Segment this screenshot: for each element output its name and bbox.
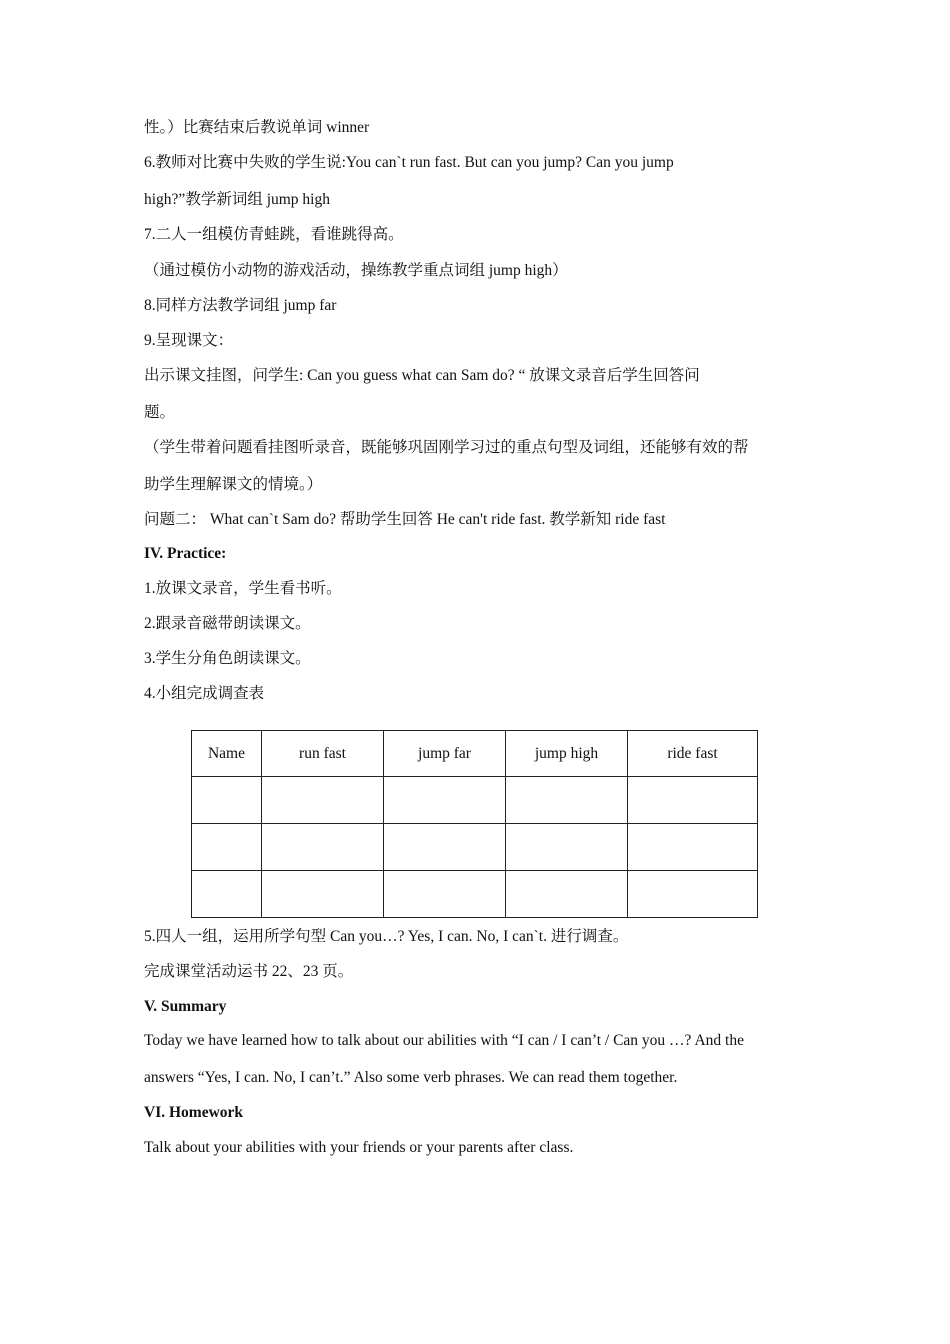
paragraph-line: 性。）比赛结束后教说单词 winner xyxy=(144,119,370,136)
table-cell xyxy=(262,871,384,918)
table-cell xyxy=(192,824,262,871)
paragraph-line: （通过模仿小动物的游戏活动，操练教学重点词组 jump high） xyxy=(144,262,568,279)
header-cell-run-fast: run fast xyxy=(262,731,384,777)
table-cell xyxy=(506,871,628,918)
paragraph-line: high?”教学新词组 jump high xyxy=(144,191,330,208)
paragraph-line: 7.二人一组模仿青蛙跳，看谁跳得高。 xyxy=(144,226,404,243)
table-cell xyxy=(384,871,506,918)
header-cell-jump-far: jump far xyxy=(384,731,506,777)
practice-item: 2.跟录音磁带朗读课文。 xyxy=(144,615,311,632)
table-cell xyxy=(262,824,384,871)
survey-table xyxy=(191,730,758,918)
practice-heading: IV. Practice: xyxy=(144,545,227,562)
table-cell xyxy=(628,777,758,824)
summary-heading: V. Summary xyxy=(144,998,227,1015)
paragraph-line: 5.四人一组，运用所学句型 Can you…? Yes, I can. No, I can`t. 进行调查。 xyxy=(144,928,629,945)
summary-line: answers “Yes, I can. No, I can’t.” Also some verb phrases. We can read them together. xyxy=(144,1069,678,1086)
practice-item: 3.学生分角色朗读课文。 xyxy=(144,650,311,667)
paragraph-line: 助学生理解课文的情境。） xyxy=(144,476,323,493)
homework-line: Talk about your abilities with your friends or your parents after class. xyxy=(144,1139,574,1156)
table-row xyxy=(192,777,758,824)
paragraph-line: 问题二： What can`t Sam do? 帮助学生回答 He can't ride fast. 教学新知 ride fast xyxy=(144,511,666,528)
paragraph-line: 6.教师对比赛中失败的学生说:You can`t run fast. But can you jump? Can you jump xyxy=(144,154,674,171)
table-row xyxy=(192,824,758,871)
practice-item: 1.放课文录音，学生看书听。 xyxy=(144,580,342,597)
table-cell xyxy=(192,871,262,918)
practice-item: 4.小组完成调查表 xyxy=(144,685,265,702)
paragraph-line: 题。 xyxy=(144,404,176,421)
homework-heading: VI. Homework xyxy=(144,1104,244,1121)
paragraph-line: 9.呈现课文： xyxy=(144,332,234,349)
paragraph-line: （学生带着问题看挂图听录音，既能够巩固刚学习过的重点句型及词组，还能够有效的帮 xyxy=(144,439,749,456)
header-cell-jump-high: jump high xyxy=(506,731,628,777)
table-cell xyxy=(628,824,758,871)
table-cell xyxy=(384,824,506,871)
table-cell xyxy=(628,871,758,918)
summary-line: Today we have learned how to talk about our abilities with “I can / I can’t / Can you …? And the xyxy=(144,1032,744,1049)
header-cell-name: Name xyxy=(192,731,262,777)
paragraph-line: 8.同样方法教学词组 jump far xyxy=(144,297,337,314)
table-header-row xyxy=(192,731,758,777)
table-cell xyxy=(262,777,384,824)
table-cell xyxy=(506,777,628,824)
table-cell xyxy=(192,777,262,824)
header-cell-ride-fast: ride fast xyxy=(628,731,758,777)
table-row xyxy=(192,871,758,918)
table-cell xyxy=(384,777,506,824)
paragraph-line: 出示课文挂图，问学生: Can you guess what can Sam do? “ 放课文录音后学生回答问 xyxy=(144,367,700,384)
paragraph-line: 完成课堂活动运书 22、23 页。 xyxy=(144,963,354,980)
table-cell xyxy=(506,824,628,871)
